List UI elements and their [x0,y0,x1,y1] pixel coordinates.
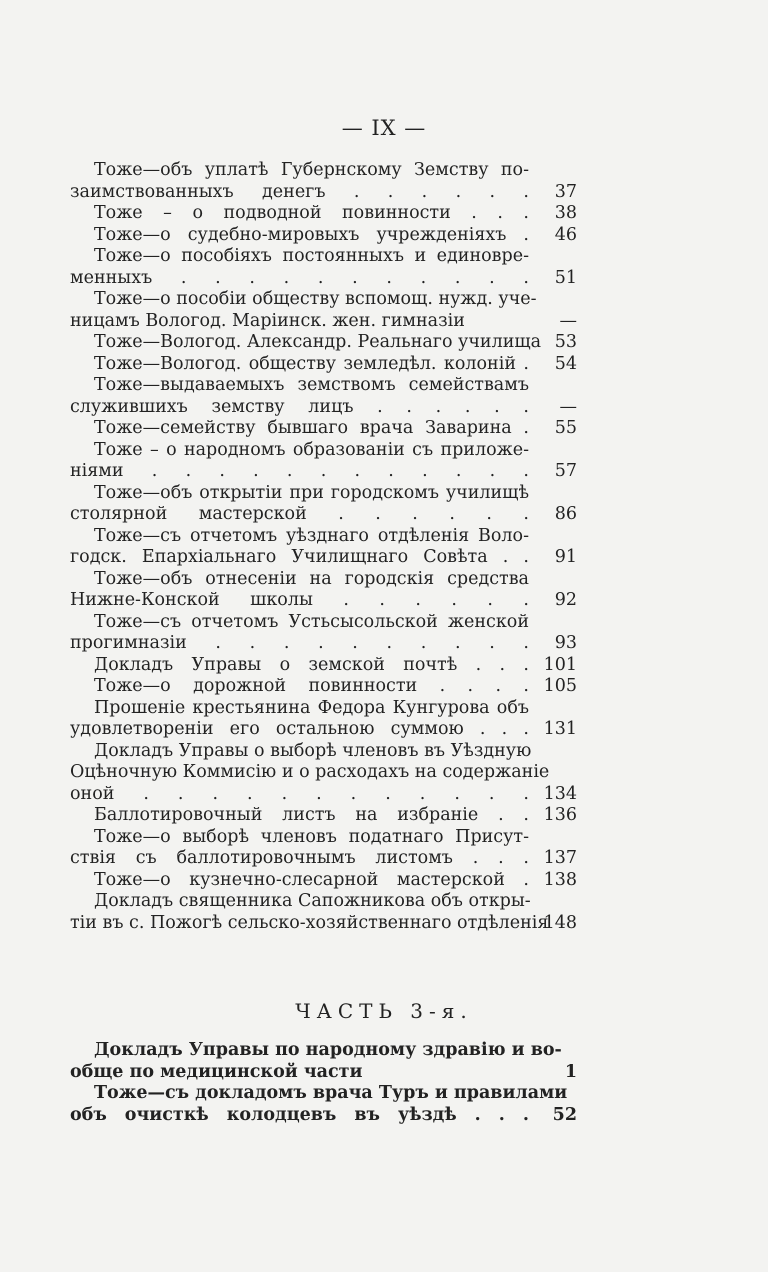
toc-entry-text: Тоже—о дорожной повинности . . . . [94,676,529,696]
toc-entry [70,289,577,332]
toc-entry-text: Докладъ священника Сапожникова объ откры- [94,891,531,911]
toc-entry-text: Тоже—Вологод. обществу земледѣл. колонiй . [94,353,529,374]
toc-page-number: 138 [543,869,577,890]
toc-entry-text: тiи въ с. Пожогѣ сельско-хозяйственнаго отдѣленiя [70,912,549,933]
toc-entry-text: ствiя съ баллотировочнымъ листомъ . . . [70,848,529,868]
toc-entry-text: Нижне-Конской школы . . . . . . [70,590,529,610]
toc-entry [70,741,577,806]
toc-entry [70,612,577,655]
toc-entry-text: Тоже—выдаваемыхъ земствомъ семействамъ [94,375,529,395]
toc-page-number: 52 [552,1104,577,1125]
toc-page-number: 136 [543,805,577,825]
toc-entry [70,483,577,526]
toc-page-number: 105 [543,676,577,696]
toc-page-number: 57 [554,461,577,481]
toc-entry-text: Тоже – о подводной повинности . . . [94,203,529,223]
page-folio: — IX — [341,116,427,140]
toc-entry [70,375,577,418]
toc-entry [70,805,577,827]
toc-entry-text: Тоже—о судебно-мировыхъ учрежденiяхъ . [94,224,529,245]
toc-entry-text: менныхъ . . . . . . . . . . . [70,267,529,288]
toc-page-number: 54 [554,353,577,374]
toc-entry [70,1083,577,1126]
toc-page-number: 86 [554,504,577,524]
toc-entry [70,655,577,677]
toc-page-number: — [559,396,577,417]
toc-entry-text: оной . . . . . . . . . . . . [70,783,529,804]
toc-entry-text: Прошенiе крестьянина Федора Кунгурова объ [94,697,529,718]
toc-entry [70,827,577,870]
toc-entry-text: удовлетворенiи его остальною суммою . . . [70,719,529,739]
toc-entry-text: Тоже—съ отчетомъ Устьсысольской женской [94,611,529,632]
toc-entry-text: Тоже—съ докладомъ врача Туръ и правилами [94,1083,568,1103]
toc-entry-text: Баллотировочный листъ на избранiе . . [94,805,529,825]
toc-entry-text: годск. Епархiальнаго Училищнаго Совѣта . . [70,547,529,567]
toc-page-number: 37 [554,181,577,202]
toc-entry [70,698,577,741]
toc-entry-text: Тоже—семейству бывшаго врача Заварина . [94,418,529,438]
toc-page-number: 134 [543,783,577,804]
toc-page-number: — [559,310,577,331]
toc-entry-text: столярной мастерской . . . . . . [70,504,529,524]
toc-entry-text: Докладъ Управы о земской почтѣ . . . [94,654,529,675]
toc-entry [70,870,577,892]
toc-entry [70,676,577,698]
toc-entry-text: Тоже—объ отнесенiи на городскiя средства [94,568,529,589]
toc-entry-text: Тоже—о выборѣ членовъ податнаго Присут- [94,826,529,847]
toc-page-number: 131 [543,719,577,739]
toc-entry-text: Оцѣночную Коммисiю и о расходахъ на содержанiе [70,762,550,782]
toc-entry [70,440,577,483]
toc-entry-text: Тоже – о народномъ образованiи съ приложе- [94,439,529,460]
toc-entry [70,569,577,612]
toc-page-number: 55 [554,418,577,438]
toc-entry-text: служившихъ земству лицъ . . . . . . [70,396,529,417]
toc-entry [70,1040,577,1083]
table-of-contents [70,160,577,934]
toc-entry [70,418,577,440]
toc-page-number: 38 [554,203,577,223]
toc-entry [70,160,577,203]
toc-entry-text: ницамъ Вологод. Марiинск. жен. гимназiи [70,310,465,331]
toc-entry-text: Докладъ Управы о выборѣ членовъ въ Уѣздную [94,740,532,761]
toc-page-number: 101 [543,654,577,675]
toc-entry-text: Докладъ Управы по народному здравiю и во- [94,1040,562,1060]
toc-page-number: 1 [564,1061,577,1082]
toc-entry [70,332,577,354]
toc-page-number: 148 [543,912,577,933]
toc-page-number: 46 [554,224,577,245]
toc-entry-text: Тоже—объ открытiи при городскомъ училищѣ [94,482,529,503]
toc-entry [70,354,577,376]
toc-entry-text: Тоже—съ отчетомъ уѣзднаго отдѣленiя Воло- [94,525,529,546]
toc-entry-text: Тоже—Вологод. Александр. Реальнаго училища [94,332,542,352]
toc-entry [70,526,577,569]
toc-entry-text: Тоже—о кузнечно-слесарной мастерской . [94,869,529,890]
toc-page-number: 51 [554,267,577,288]
toc-entry [70,246,577,289]
part-3-contents [70,1040,577,1126]
toc-page-number: 137 [543,848,577,868]
toc-entry-text: Тоже—о пособiяхъ постоянныхъ и единовре- [94,246,529,266]
toc-page-number: 92 [554,590,577,610]
toc-entry [70,203,577,225]
part-title: ЧАСТЬ 3-я. [295,999,473,1023]
toc-entry-text: прогимназiи . . . . . . . . . . [70,633,529,653]
toc-entry-text: заимствованныхъ денегъ . . . . . . [70,181,529,202]
toc-entry-text: Тоже—о пособiи обществу вспомощ. нужд. уче- [94,289,537,309]
toc-page-number: 91 [554,547,577,567]
toc-entry [70,225,577,247]
toc-entry-text: объ очисткѣ колодцевъ въ уѣздѣ . . . [70,1104,529,1125]
toc-page-number: 53 [554,332,577,352]
toc-page-number: 93 [554,633,577,653]
toc-entry-text: Тоже—объ уплатѣ Губернскому Земству по- [94,160,529,180]
toc-entry-text: обще по медицинской части [70,1061,363,1082]
toc-entry-text: нiями . . . . . . . . . . . . [70,461,529,481]
toc-entry [70,891,577,934]
